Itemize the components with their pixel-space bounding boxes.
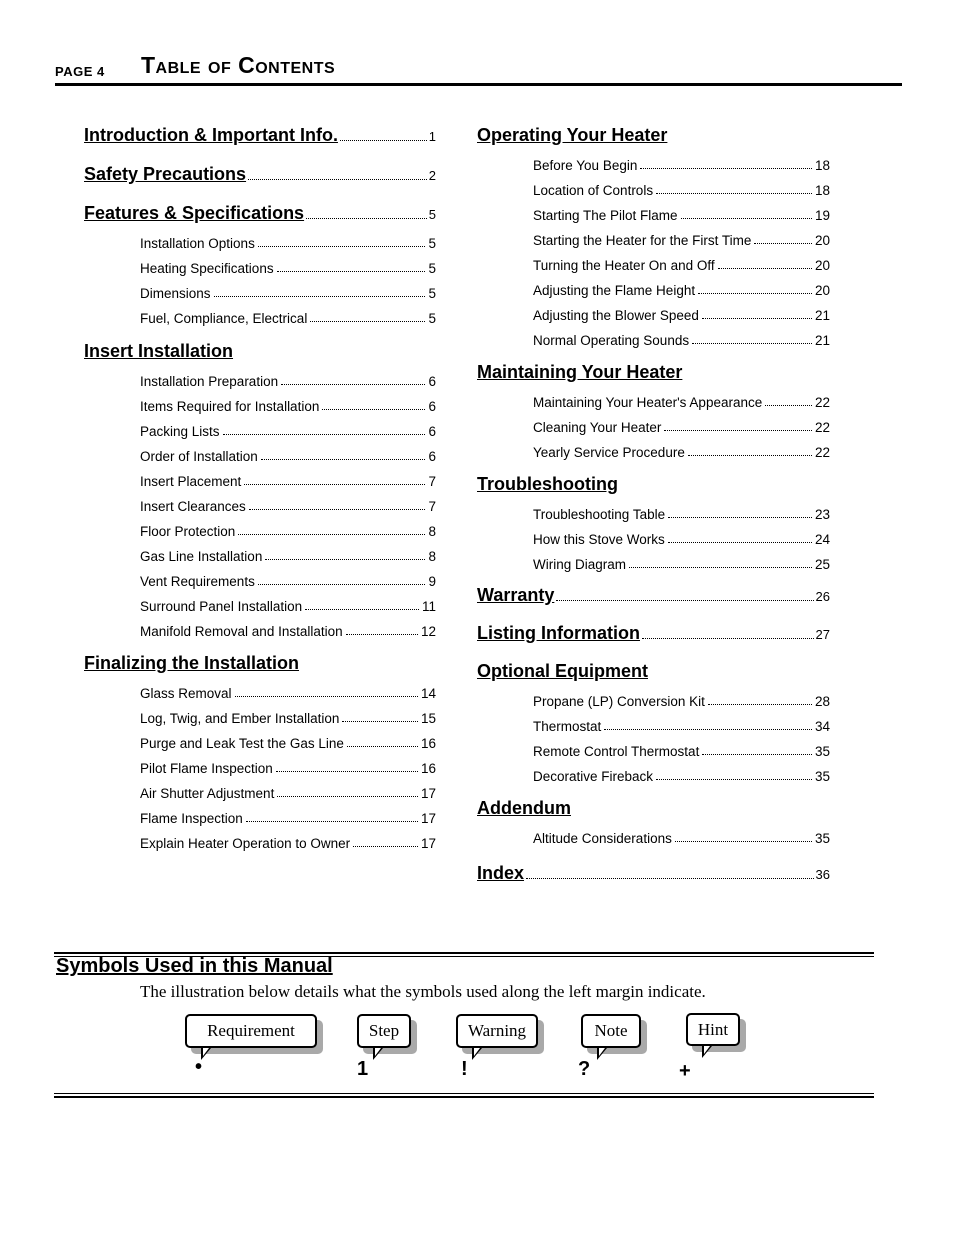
- toc-section: [84, 336, 436, 639]
- toc-entry[interactable]: [140, 514, 436, 539]
- toc-section: [84, 159, 436, 185]
- entry-title: Insert Placement: [140, 474, 242, 489]
- step-number-icon: 1: [357, 1058, 369, 1080]
- entry-title: Insert Clearances: [140, 499, 246, 514]
- section-title: Operating Your Heater: [477, 125, 668, 145]
- toc-entry[interactable]: [533, 821, 830, 846]
- entry-title: Thermostat: [533, 719, 602, 734]
- entry-page-number: 5: [428, 286, 436, 301]
- toc-entry[interactable]: [140, 414, 436, 439]
- entry-title: Explain Heater Operation to Owner: [140, 836, 351, 851]
- entry-title: Air Shutter Adjustment: [140, 786, 275, 801]
- entry-page-number: 6: [428, 399, 436, 414]
- dot-leader: [688, 455, 812, 456]
- entry-title: Starting the Heater for the First Time: [533, 233, 752, 248]
- toc-section: [477, 618, 830, 644]
- dot-leader: [277, 271, 426, 272]
- entry-page-number: 21: [814, 308, 830, 323]
- entry-title: Cleaning Your Heater: [533, 420, 662, 435]
- toc-section: [477, 357, 830, 460]
- entry-page-number: 16: [420, 736, 436, 751]
- dot-leader: [214, 296, 426, 297]
- entry-page-number: 5: [428, 311, 436, 326]
- section-heading[interactable]: [477, 580, 830, 606]
- entry-page-number: 14: [420, 686, 436, 701]
- toc-entry[interactable]: [140, 776, 436, 801]
- toc-entry[interactable]: [140, 726, 436, 751]
- entry-page-number: 20: [814, 233, 830, 248]
- entry-page-number: 6: [428, 374, 436, 389]
- entry-title: Dimensions: [140, 286, 211, 301]
- toc-entry[interactable]: [533, 522, 830, 547]
- entry-page-number: 35: [814, 831, 830, 846]
- symbols-heading: Symbols Used in this Manual: [56, 955, 333, 977]
- requirement-label: Requirement: [185, 1014, 317, 1048]
- entry-page-number: 17: [420, 811, 436, 826]
- dot-leader: [347, 746, 418, 747]
- section-heading[interactable]: [84, 120, 436, 146]
- section-title: Safety Precautions: [84, 164, 247, 184]
- dot-leader: [692, 343, 812, 344]
- section-title: Warranty: [477, 585, 555, 605]
- toc-section: [84, 648, 436, 851]
- dot-leader: [718, 268, 812, 269]
- dot-leader: [258, 584, 426, 585]
- dot-leader: [556, 600, 813, 601]
- dot-leader: [668, 542, 812, 543]
- entry-title: Starting The Pilot Flame: [533, 208, 678, 223]
- toc-section: [477, 656, 830, 784]
- entry-title: Maintaining Your Heater's Appearance: [533, 395, 763, 410]
- entry-title: Normal Operating Sounds: [533, 333, 690, 348]
- toc-entry[interactable]: [140, 751, 436, 776]
- section-page-number: 26: [815, 589, 830, 604]
- entry-page-number: 24: [814, 532, 830, 547]
- bottom-rule-thin: [54, 1093, 874, 1094]
- entry-page-number: 25: [814, 557, 830, 572]
- toc-entry[interactable]: [140, 276, 436, 301]
- toc-section: [477, 120, 830, 348]
- toc-entry[interactable]: [533, 435, 830, 460]
- dot-leader: [656, 779, 812, 780]
- section-page-number: 5: [428, 207, 436, 222]
- entry-title: Turning the Heater On and Off: [533, 258, 715, 273]
- entry-title: Surround Panel Installation: [140, 599, 303, 614]
- page-header: [55, 52, 900, 86]
- entry-page-number: 28: [814, 694, 830, 709]
- dot-leader: [277, 796, 418, 797]
- toc-entry[interactable]: [533, 734, 830, 759]
- dot-leader: [322, 409, 425, 410]
- entry-page-number: 22: [814, 395, 830, 410]
- dot-leader: [708, 704, 812, 705]
- toc-section: [84, 120, 436, 146]
- entry-title: Glass Removal: [140, 686, 232, 701]
- dot-leader: [265, 559, 425, 560]
- toc-entry[interactable]: [533, 709, 830, 734]
- toc-section: [477, 793, 830, 846]
- dot-leader: [754, 243, 812, 244]
- entry-page-number: 18: [814, 183, 830, 198]
- toc-entry[interactable]: [533, 497, 830, 522]
- entry-page-number: 22: [814, 420, 830, 435]
- toc-entry[interactable]: [140, 489, 436, 514]
- entry-page-number: 9: [428, 574, 436, 589]
- hint-label: Hint: [686, 1013, 740, 1046]
- toc-entry[interactable]: [140, 301, 436, 326]
- entry-page-number: 6: [428, 449, 436, 464]
- toc-entry[interactable]: [533, 759, 830, 784]
- entry-page-number: 11: [421, 599, 436, 614]
- section-heading[interactable]: [84, 648, 436, 674]
- hint-plus-icon: +: [679, 1060, 691, 1082]
- dot-leader: [702, 318, 812, 319]
- section-title: Addendum: [477, 798, 571, 818]
- dot-leader: [306, 218, 427, 219]
- dot-leader: [765, 405, 812, 406]
- toc-left-column: [84, 120, 436, 851]
- toc-entry[interactable]: [140, 676, 436, 701]
- dot-leader: [353, 846, 418, 847]
- entry-page-number: 7: [428, 499, 436, 514]
- entry-title: Order of Installation: [140, 449, 258, 464]
- entry-title: Vent Requirements: [140, 574, 255, 589]
- entry-title: Wiring Diagram: [533, 557, 627, 572]
- section-page-number: 2: [428, 168, 436, 183]
- dot-leader: [244, 484, 425, 485]
- dot-leader: [668, 517, 812, 518]
- dot-leader: [258, 246, 426, 247]
- entry-page-number: 22: [814, 445, 830, 460]
- entry-title: Adjusting the Flame Height: [533, 283, 696, 298]
- dot-leader: [642, 638, 814, 639]
- dot-leader: [305, 609, 419, 610]
- entry-title: Flame Inspection: [140, 811, 243, 826]
- toc-entry[interactable]: [140, 826, 436, 851]
- entry-title: Adjusting the Blower Speed: [533, 308, 699, 323]
- toc-entry[interactable]: [533, 410, 830, 435]
- entry-page-number: 16: [420, 761, 436, 776]
- toc-entry[interactable]: [140, 701, 436, 726]
- entry-title: Gas Line Installation: [140, 549, 263, 564]
- dot-leader: [340, 140, 427, 141]
- section-title: Features & Specifications: [84, 203, 305, 223]
- toc-entry[interactable]: [533, 148, 830, 173]
- section-title: Maintaining Your Heater: [477, 362, 683, 382]
- step-label: Step: [357, 1014, 411, 1048]
- entry-title: Purge and Leak Test the Gas Line: [140, 736, 344, 751]
- toc-section: [477, 469, 830, 572]
- entry-title: Heating Specifications: [140, 261, 274, 276]
- entry-page-number: 20: [814, 258, 830, 273]
- entry-title: Pilot Flame Inspection: [140, 761, 273, 776]
- toc-entry[interactable]: [533, 248, 830, 273]
- page-number-label: PAGE 4: [55, 64, 105, 79]
- dot-leader: [238, 534, 425, 535]
- toc-section: [477, 580, 830, 606]
- entry-title: Installation Options: [140, 236, 255, 251]
- dot-leader: [640, 168, 812, 169]
- toc-entry[interactable]: [533, 323, 830, 348]
- entry-title: Location of Controls: [533, 183, 654, 198]
- section-title: Optional Equipment: [477, 661, 648, 681]
- dot-leader: [681, 218, 812, 219]
- symbols-description: The illustration below details what the symbols used along the left margin indicate.: [140, 982, 706, 1001]
- entry-title: Troubleshooting Table: [533, 507, 666, 522]
- toc-entry[interactable]: [533, 223, 830, 248]
- entry-page-number: 35: [814, 744, 830, 759]
- entry-title: Decorative Fireback: [533, 769, 654, 784]
- dot-leader: [246, 821, 418, 822]
- entry-page-number: 17: [420, 836, 436, 851]
- dot-leader: [235, 696, 418, 697]
- entry-title: Altitude Considerations: [533, 831, 672, 846]
- dot-leader: [249, 509, 426, 510]
- toc-entry[interactable]: [533, 198, 830, 223]
- note-bubble: [581, 1014, 641, 1048]
- toc-entry[interactable]: [140, 439, 436, 464]
- dot-leader: [248, 179, 427, 180]
- toc-section: [477, 858, 830, 884]
- toc-entry[interactable]: [140, 589, 436, 614]
- note-label: Note: [581, 1014, 641, 1048]
- entry-page-number: 23: [814, 507, 830, 522]
- section-title: Troubleshooting: [477, 474, 618, 494]
- entry-page-number: 15: [420, 711, 436, 726]
- entry-page-number: 6: [428, 424, 436, 439]
- entry-title: Log, Twig, and Ember Installation: [140, 711, 340, 726]
- section-heading[interactable]: [477, 120, 830, 146]
- section-title: Finalizing the Installation: [84, 653, 300, 673]
- entry-page-number: 5: [428, 261, 436, 276]
- hint-bubble: [686, 1013, 740, 1046]
- requirement-bullet-icon: •: [195, 1056, 203, 1078]
- section-title: Index: [477, 863, 525, 883]
- section-page-number: 1: [428, 129, 436, 144]
- toc-entry[interactable]: [533, 273, 830, 298]
- entry-title: Before You Begin: [533, 158, 638, 173]
- toc-entry[interactable]: [533, 684, 830, 709]
- toc-entry[interactable]: [140, 251, 436, 276]
- section-title: Introduction & Important Info.: [84, 125, 338, 145]
- toc-entry[interactable]: [533, 547, 830, 572]
- section-title: Listing Information: [477, 623, 640, 643]
- page-title: Table of Contents: [141, 52, 336, 78]
- dot-leader: [656, 193, 812, 194]
- symbols-top-rule: [54, 952, 874, 954]
- toc-right-column: [477, 120, 830, 884]
- entry-page-number: 8: [428, 549, 436, 564]
- entry-page-number: 8: [428, 524, 436, 539]
- warning-exclamation-icon: !: [461, 1058, 468, 1080]
- dot-leader: [281, 384, 425, 385]
- entry-page-number: 5: [428, 236, 436, 251]
- entry-title: Floor Protection: [140, 524, 236, 539]
- entry-page-number: 21: [814, 333, 830, 348]
- section-heading[interactable]: [84, 159, 436, 185]
- entry-page-number: 7: [428, 474, 436, 489]
- entry-page-number: 35: [814, 769, 830, 784]
- entry-page-number: 17: [420, 786, 436, 801]
- toc-entry[interactable]: [533, 385, 830, 410]
- entry-page-number: 34: [814, 719, 830, 734]
- toc-entry[interactable]: [140, 226, 436, 251]
- bottom-rule: [54, 1096, 874, 1098]
- entry-title: Fuel, Compliance, Electrical: [140, 311, 308, 326]
- dot-leader: [604, 729, 812, 730]
- section-page-number: 36: [815, 867, 830, 882]
- dot-leader: [675, 841, 812, 842]
- section-title: Insert Installation: [84, 341, 234, 361]
- toc-entry[interactable]: [533, 298, 830, 323]
- section-page-number: 27: [815, 627, 830, 642]
- dot-leader: [698, 293, 812, 294]
- warning-bubble: [456, 1014, 538, 1048]
- dot-leader: [346, 634, 418, 635]
- note-question-icon: ?: [578, 1058, 591, 1080]
- entry-page-number: 20: [814, 283, 830, 298]
- toc-entry[interactable]: [140, 801, 436, 826]
- entry-title: Installation Preparation: [140, 374, 279, 389]
- toc-entry[interactable]: [140, 464, 436, 489]
- section-heading[interactable]: [477, 618, 830, 644]
- dot-leader: [526, 878, 814, 879]
- toc-entry[interactable]: [140, 389, 436, 414]
- section-heading[interactable]: [477, 793, 830, 819]
- step-bubble: [357, 1014, 411, 1048]
- dot-leader: [664, 430, 812, 431]
- header-rule: [55, 83, 902, 86]
- dot-leader: [629, 567, 812, 568]
- toc-entry[interactable]: [533, 173, 830, 198]
- dot-leader: [261, 459, 426, 460]
- section-heading[interactable]: [477, 357, 830, 383]
- warning-label: Warning: [456, 1014, 538, 1048]
- entry-title: Yearly Service Procedure: [533, 445, 685, 460]
- section-heading[interactable]: [477, 656, 830, 682]
- toc-entry[interactable]: [140, 564, 436, 589]
- section-heading[interactable]: [84, 198, 436, 224]
- section-heading[interactable]: [477, 469, 830, 495]
- dot-leader: [702, 754, 812, 755]
- dot-leader: [310, 321, 425, 322]
- entry-title: Propane (LP) Conversion Kit: [533, 694, 705, 709]
- section-heading[interactable]: [84, 336, 436, 362]
- dot-leader: [342, 721, 418, 722]
- entry-title: Items Required for Installation: [140, 399, 320, 414]
- entry-title: Manifold Removal and Installation: [140, 624, 343, 639]
- dot-leader: [223, 434, 426, 435]
- entry-title: Packing Lists: [140, 424, 220, 439]
- entry-title: How this Stove Works: [533, 532, 665, 547]
- dot-leader: [276, 771, 418, 772]
- toc-section: [84, 198, 436, 326]
- requirement-bubble: [185, 1014, 317, 1048]
- section-heading[interactable]: [477, 858, 830, 884]
- entry-page-number: 18: [814, 158, 830, 173]
- toc-entry[interactable]: [140, 539, 436, 564]
- entry-title: Remote Control Thermostat: [533, 744, 700, 759]
- toc-entry[interactable]: [140, 614, 436, 639]
- entry-page-number: 12: [420, 624, 436, 639]
- toc-entry[interactable]: [140, 364, 436, 389]
- entry-page-number: 19: [814, 208, 830, 223]
